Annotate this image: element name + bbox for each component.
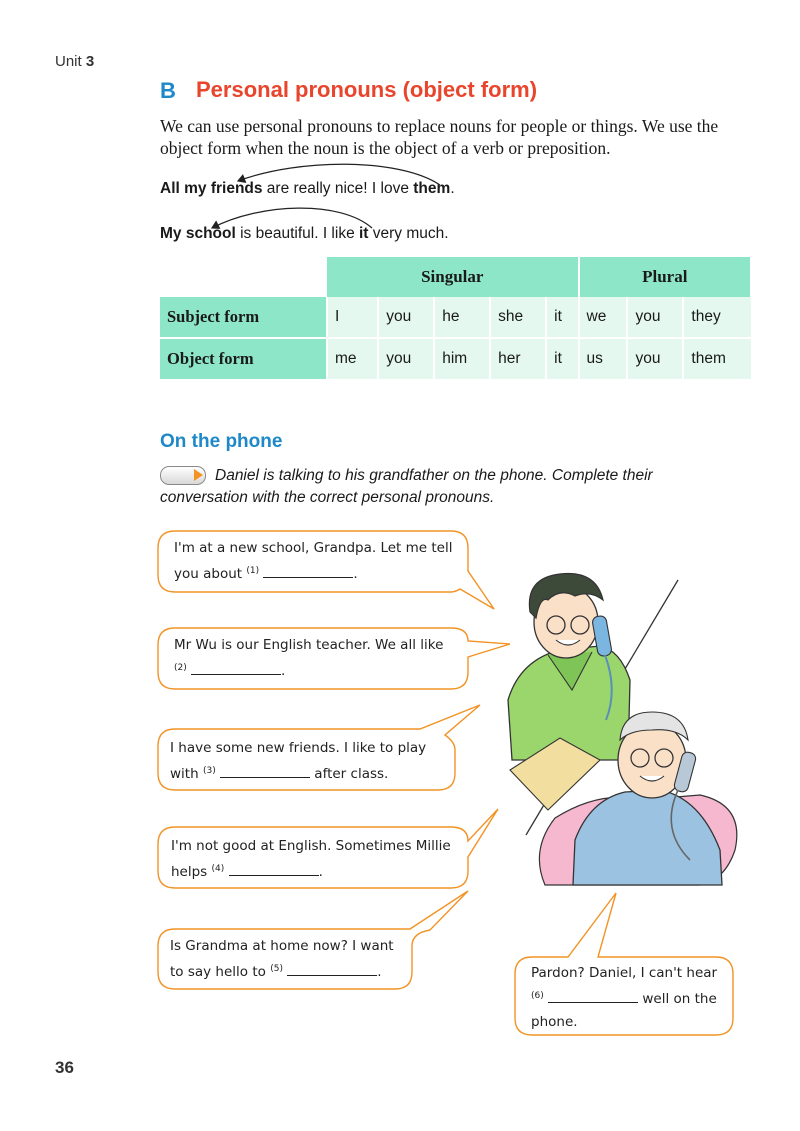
bubble-text-1: I'm at a new school, Grandpa. Let me tell you about $^{(1)}$ . — [174, 540, 453, 582]
example-sentence-2: My school is beautiful. I like it very much. — [160, 225, 449, 242]
table-cell: it — [546, 338, 578, 380]
table-cell: her — [490, 338, 546, 380]
table-cell: you — [378, 338, 434, 380]
table-cell: you — [627, 297, 683, 338]
exercise-title: On the phone — [160, 431, 283, 452]
bubble-text-4: I'm not good at English. Sometimes Millie helps $^{(4)}$ . — [171, 838, 451, 880]
bubble-text-5: Is Grandma at home now? I want to say hello to $^{(5)}$ . — [170, 938, 394, 980]
intro-paragraph: We can use personal pronouns to replace nouns for people or things. We use the object form when the noun is the object of a verb or preposition. — [160, 116, 719, 158]
table-cell: he — [434, 297, 490, 338]
table-cell: they — [683, 297, 751, 338]
table-cell: you — [378, 297, 434, 338]
table-cell: I — [327, 297, 378, 338]
row-label: Object form — [160, 338, 327, 380]
answer-blank-5[interactable] — [287, 963, 377, 976]
answer-blank-1[interactable] — [263, 565, 353, 578]
table-cell: us — [579, 338, 628, 380]
bubble-text-6: Pardon? Daniel, I can't hear $^{(6)}$ well on the phone. — [531, 965, 718, 1030]
answer-blank-6[interactable] — [548, 990, 638, 1003]
page-number: 36 — [55, 1058, 74, 1077]
table-cell: it — [546, 297, 578, 338]
unit-number: 3 — [85, 53, 95, 70]
bubble-text-3: I have some new friends. I like to play with $^{(3)}$ after class. — [170, 740, 427, 782]
table-cell: she — [490, 297, 546, 338]
table-cell: we — [579, 297, 628, 338]
exercise-instructions: Daniel is talking to his grandfather on the phone. Complete their conversation with the correct personal pronouns. — [160, 467, 653, 506]
unit-label: Unit 3 — [55, 53, 95, 70]
answer-blank-2[interactable] — [191, 662, 281, 675]
bubble-text-2: Mr Wu is our English teacher. We all like $^{(2)}$ . — [174, 637, 444, 679]
table-cell: me — [327, 338, 378, 380]
header-plural: Plural — [579, 257, 751, 297]
answer-blank-4[interactable] — [229, 863, 319, 876]
table-cell: him — [434, 338, 490, 380]
daniel-illustration — [508, 574, 630, 810]
header-singular: Singular — [327, 257, 579, 297]
section-title: Personal pronouns (object form) — [196, 77, 538, 102]
answer-blank-3[interactable] — [220, 765, 310, 778]
table-cell: them — [683, 338, 751, 380]
row-label: Subject form — [160, 297, 327, 338]
table-cell: you — [627, 338, 683, 380]
section-letter: B — [160, 78, 176, 103]
example-sentence-1: All my friends are really nice! I love them. — [160, 180, 455, 197]
